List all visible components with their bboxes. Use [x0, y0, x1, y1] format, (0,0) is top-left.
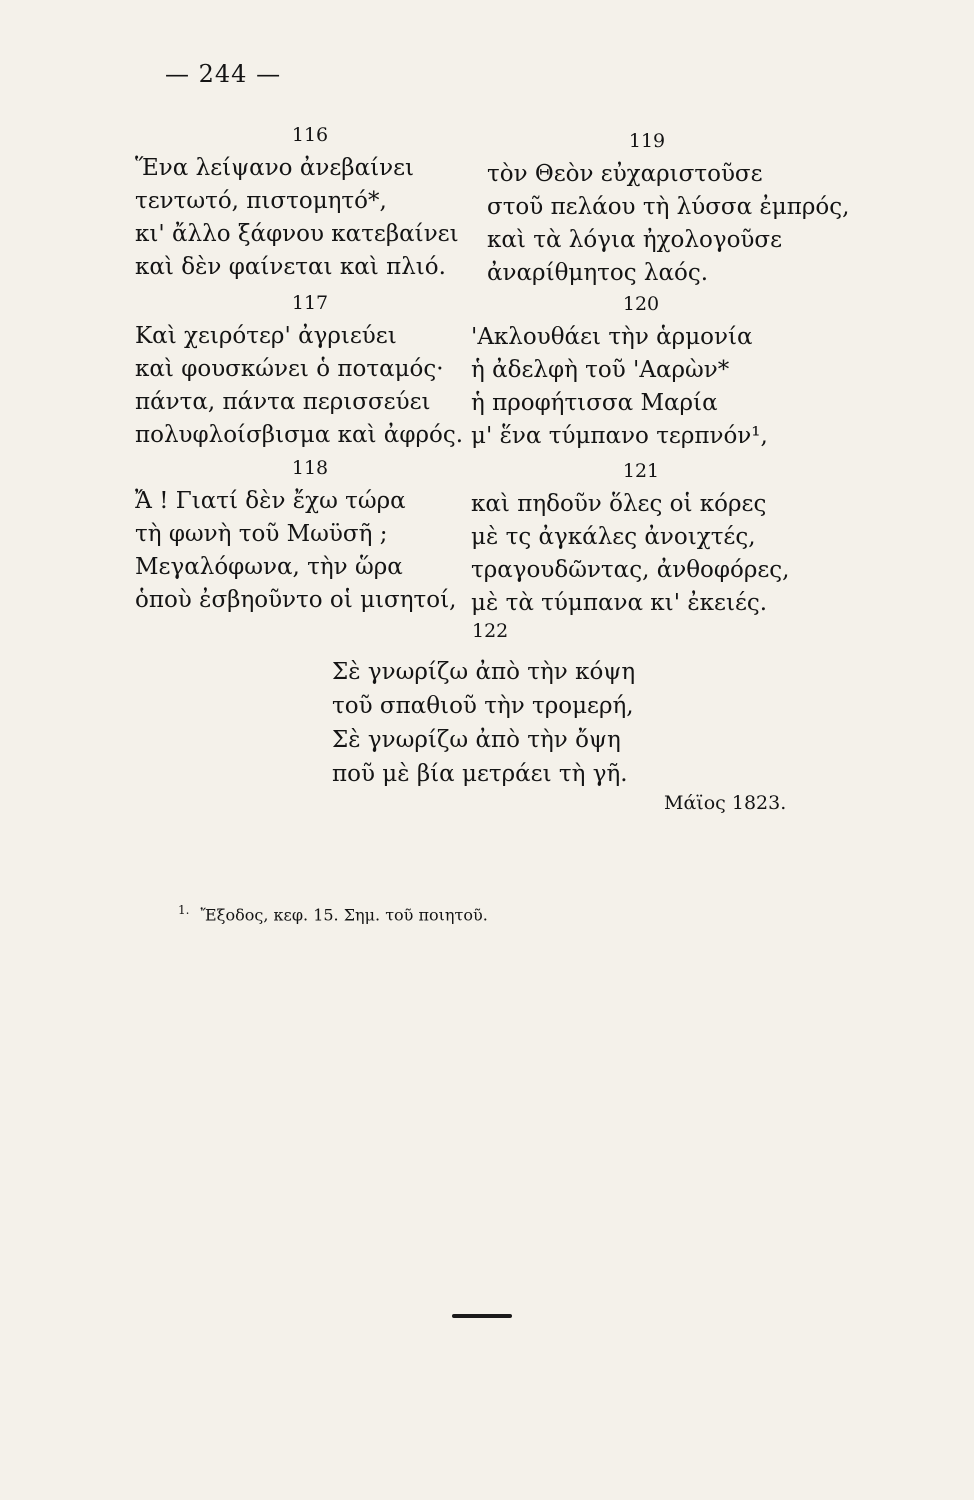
verse-line: μ' ἕνα τύμπανο τερπνόν¹,: [471, 423, 768, 449]
verse-line: τραγουδῶντας, ἀνθοφόρες,: [471, 557, 790, 583]
verse-line: πολυφλοίσβισμα καὶ ἀφρός.: [135, 422, 464, 448]
verse-line: μὲ τὰ τύμπανα κι' ἐκειές.: [471, 590, 768, 616]
stanza-122: [332, 655, 672, 791]
end-divider: [452, 1314, 512, 1318]
stanza-number: 120: [622, 293, 660, 315]
date-signature: Μάϊος 1823.: [664, 792, 787, 814]
verse-line: ἡ ἀδελφὴ τοῦ 'Ααρὼν*: [471, 357, 730, 383]
stanza-number: 116: [291, 124, 329, 146]
verse-line: κι' ἄλλο ξάφνου κατεβαίνει: [135, 221, 459, 247]
stanza-120: [471, 287, 791, 453]
verse-line: Καὶ χειρότερ' ἀγριεύει: [135, 323, 397, 349]
verse-line: καὶ δὲν φαίνεται καὶ πλιό.: [135, 254, 446, 280]
verse-line: Ἕνα λείψανο ἀνεβαίνει: [135, 155, 415, 181]
stanza-number: 121: [622, 460, 660, 482]
stanza-number: 119: [628, 130, 666, 152]
stanza-number: 122: [472, 620, 509, 642]
verse-line: μὲ τς ἀγκάλες ἀνοιχτές,: [471, 524, 756, 550]
verse-line: ἡ προφήτισσα Μαρία: [471, 390, 718, 416]
stanza-number: 118: [291, 457, 329, 479]
verse-line: Ἄ ! Γιατί δὲν ἔχω τώρα: [135, 488, 406, 514]
verse-line: τὸν Θεὸν εὐχαριστοῦσε: [487, 161, 763, 187]
verse-line: ποῦ μὲ βία μετράει τὴ γῆ.: [332, 761, 628, 787]
stanza-116: [135, 118, 459, 284]
stanza-119: [487, 124, 850, 290]
stanza-121: [471, 454, 791, 620]
footnote-text: Ἔξοδος, κεφ. 15. Σημ. τοῦ ποιητοῦ.: [200, 905, 488, 925]
verse-line: καὶ φουσκώνει ὁ ποταμός·: [135, 356, 444, 382]
verse-line: Μεγαλόφωνα, τὴν ὥρα: [135, 554, 403, 580]
page-number: — 244 —: [165, 60, 282, 88]
footnote-mark: 1.: [178, 903, 190, 917]
verse-line: καὶ πηδοῦν ὅλες οἱ κόρες: [471, 491, 767, 517]
verse-line: πάντα, πάντα περισσεύει: [135, 389, 431, 415]
verse-line: Σὲ γνωρίζω ἀπὸ τὴν κόψη: [332, 659, 636, 685]
verse-line: καὶ τὰ λόγια ἠχολογοῦσε: [487, 227, 783, 253]
footnote: [178, 903, 488, 924]
verse-line: Σὲ γνωρίζω ἀπὸ τὴν ὄψη: [332, 727, 621, 753]
verse-line: ὁποὺ ἐσβηοῦντο οἱ μισητοί,: [135, 587, 457, 613]
verse-line: 'Ακλουθάει τὴν ἁρμονία: [471, 324, 753, 350]
stanza-number: 117: [291, 292, 329, 314]
verse-line: τεντωτό, πιστομητό*,: [135, 188, 387, 214]
stanza-118: [135, 451, 455, 617]
verse-line: στοῦ πελάου τὴ λύσσα ἐμπρός,: [487, 194, 850, 220]
verse-line: τὴ φωνὴ τοῦ Μωϋσῆ ;: [135, 521, 388, 547]
stanza-117: [135, 286, 464, 452]
verse-line: ἀναρίθμητος λαός.: [487, 260, 709, 286]
verse-line: τοῦ σπαθιοῦ τὴν τρομερή,: [332, 693, 634, 719]
